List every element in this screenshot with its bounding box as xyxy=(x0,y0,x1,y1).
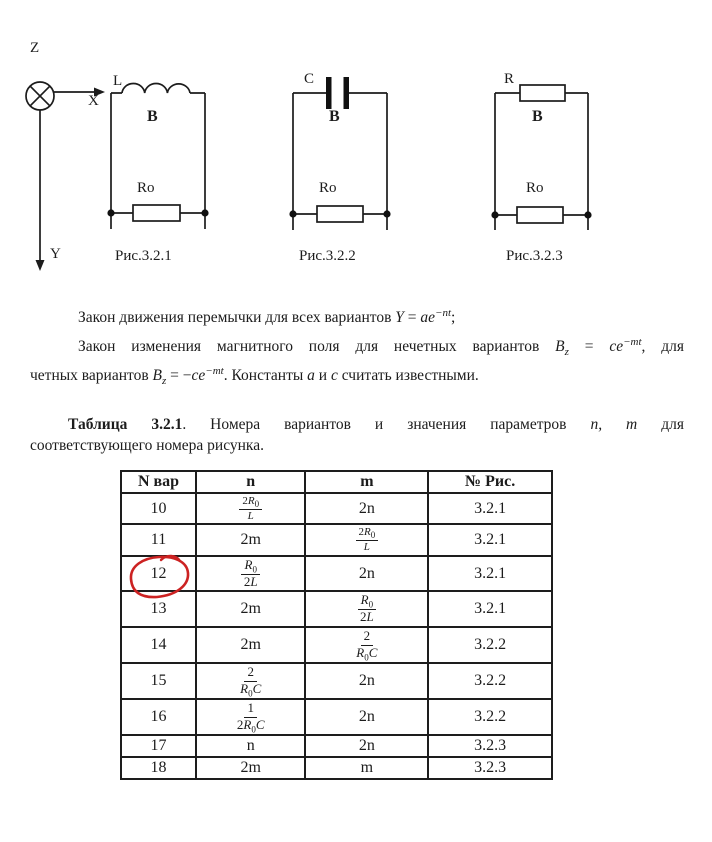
text-run: −nt xyxy=(435,306,452,319)
table-row xyxy=(121,699,552,735)
terminal-dot-left xyxy=(107,209,114,216)
load-label: Ro xyxy=(137,180,155,196)
fraction xyxy=(358,593,376,625)
y-axis-arrowhead xyxy=(36,260,45,271)
cell-param-m xyxy=(305,524,428,555)
text-run: 0 xyxy=(254,499,260,510)
variant-number: 17 xyxy=(150,736,167,754)
table-row xyxy=(121,757,552,779)
component-label: R xyxy=(504,71,515,87)
text-run: 2 xyxy=(236,717,244,732)
text-run: L xyxy=(366,609,374,625)
text-run: R xyxy=(356,645,365,661)
cell-variant-number xyxy=(121,663,196,699)
fraction xyxy=(241,558,259,590)
text-run: = xyxy=(403,309,421,326)
text-run: R xyxy=(364,526,371,539)
cell-param-m xyxy=(305,735,428,757)
param-value: n xyxy=(246,736,255,754)
text-run: n, m xyxy=(590,416,638,433)
text-run: −mt xyxy=(623,335,642,348)
param-value: 2n xyxy=(358,708,375,725)
text-run: . Константы xyxy=(223,367,308,384)
cell-figure-number xyxy=(428,663,552,699)
cell-param-m xyxy=(305,699,428,735)
param-value: 2n xyxy=(358,564,375,582)
text-run: 0 xyxy=(252,564,257,575)
figure-number: 3.2.2 xyxy=(474,672,507,690)
text-run: 2 xyxy=(360,609,367,625)
resistor-box xyxy=(520,85,565,101)
load-resistor-box xyxy=(317,206,363,222)
cell-param-n xyxy=(196,556,305,592)
cell-figure-number xyxy=(428,591,552,627)
cell-param-m xyxy=(305,757,428,779)
col-header-m: m xyxy=(305,471,428,493)
text-run: считать известными. xyxy=(337,367,479,384)
fraction-denominator xyxy=(356,646,377,661)
table-container xyxy=(120,470,553,780)
cell-param-m xyxy=(305,663,428,699)
text-run: L xyxy=(363,540,370,553)
text-run: 2 xyxy=(247,664,254,680)
text-run: B xyxy=(555,338,565,355)
text-run: 2 xyxy=(243,573,251,589)
cell-variant-number xyxy=(121,524,196,555)
cell-param-n xyxy=(196,699,305,735)
text-run: C xyxy=(252,681,262,697)
cell-param-m xyxy=(305,556,428,592)
fraction-denominator xyxy=(360,610,374,625)
fraction xyxy=(240,665,261,697)
figure-circuit-resistor xyxy=(490,60,605,275)
text-run: . Номера вариантов и значения параметров xyxy=(182,416,591,433)
figure-number: 3.2.1 xyxy=(474,530,507,548)
cell-figure-number xyxy=(428,493,552,524)
variant-number: 15 xyxy=(150,672,167,690)
text-run: L xyxy=(250,573,258,589)
text-run: z xyxy=(564,346,569,359)
variants-table xyxy=(120,470,553,780)
cell-param-n xyxy=(196,627,305,663)
y-axis-label: Y xyxy=(50,246,61,262)
text-run: 2 xyxy=(363,628,371,644)
text-run: B xyxy=(152,367,162,384)
cell-variant-number xyxy=(121,493,196,524)
figure-caption: Рис.3.2.1 xyxy=(115,248,172,264)
cell-variant-number xyxy=(121,591,196,627)
variant-number: 14 xyxy=(150,636,167,654)
text-run: C xyxy=(368,645,378,661)
param-value: 2n xyxy=(358,499,375,517)
col-header-figure: № Рис. xyxy=(428,471,552,493)
component-label: C xyxy=(304,71,315,87)
figure-caption: Рис.3.2.2 xyxy=(299,248,356,264)
fraction xyxy=(356,526,379,553)
text-run: a xyxy=(307,367,315,384)
terminal-dot-right xyxy=(201,209,208,216)
cell-param-m xyxy=(305,627,428,663)
figure-circuit-capacitor xyxy=(285,60,400,275)
circuit-drawing xyxy=(490,60,605,275)
fraction-denominator xyxy=(237,718,265,733)
fraction-denominator xyxy=(240,682,261,697)
fraction-denominator xyxy=(248,510,254,523)
cell-figure-number xyxy=(428,699,552,735)
text-run: = − xyxy=(166,367,192,384)
figure-number: 3.2.2 xyxy=(474,708,507,725)
text-run: ae xyxy=(420,309,436,326)
fraction-numerator xyxy=(244,701,257,718)
fraction-numerator xyxy=(358,593,376,610)
fraction-denominator xyxy=(364,541,370,554)
text-run: 0 xyxy=(368,600,374,611)
circuit-drawing xyxy=(285,60,400,275)
table-body xyxy=(121,493,552,779)
figure-number: 3.2.1 xyxy=(474,499,507,517)
figure-number: 3.2.3 xyxy=(474,758,507,776)
cell-param-n xyxy=(196,757,305,779)
text-run: L xyxy=(247,509,254,522)
cell-param-n xyxy=(196,663,305,699)
text-run: Закон движения перемычки для всех вариантов xyxy=(78,309,396,326)
cell-figure-number xyxy=(428,556,552,592)
inductor-coil xyxy=(122,83,190,93)
param-value: 2m xyxy=(240,758,261,776)
fraction xyxy=(237,701,265,733)
cell-variant-number xyxy=(121,735,196,757)
cell-param-m xyxy=(305,493,428,524)
terminal-dot-right xyxy=(584,211,591,218)
figure-number: 3.2.1 xyxy=(474,564,507,582)
z-cross-icon xyxy=(30,86,50,106)
load-label: Ro xyxy=(319,180,337,196)
col-header-n: n xyxy=(196,471,305,493)
cell-param-n xyxy=(196,735,305,757)
cell-figure-number xyxy=(428,627,552,663)
circuit-drawing xyxy=(105,60,225,275)
x-axis-label: X xyxy=(88,93,99,109)
figure-number: 3.2.1 xyxy=(474,600,507,618)
text-run: 0 xyxy=(251,724,256,735)
text-run: R xyxy=(240,681,249,697)
text-run: 0 xyxy=(364,652,369,663)
fraction-numerator xyxy=(244,665,257,682)
fraction-numerator xyxy=(356,526,379,541)
table-row xyxy=(121,735,552,757)
text-run: R xyxy=(360,592,369,608)
fraction-numerator xyxy=(241,558,259,575)
body-text xyxy=(30,303,684,390)
text-run: ce xyxy=(609,338,624,355)
cell-figure-number xyxy=(428,757,552,779)
text-run: c xyxy=(330,367,338,384)
cell-param-n xyxy=(196,493,305,524)
param-value: 2m xyxy=(240,600,261,618)
fraction xyxy=(239,495,262,522)
table-row xyxy=(121,524,552,555)
cell-figure-number xyxy=(428,735,552,757)
cell-param-m xyxy=(305,591,428,627)
terminal-dot-right xyxy=(383,210,390,217)
text-run: и xyxy=(314,367,331,384)
fraction xyxy=(356,629,377,661)
table-header-row xyxy=(121,471,552,493)
text-run: Таблица 3.2.1 xyxy=(68,416,183,433)
fraction-numerator xyxy=(361,629,374,646)
cell-figure-number xyxy=(428,524,552,555)
load-resistor-box xyxy=(517,207,563,223)
cell-variant-number xyxy=(121,556,196,592)
param-value: m xyxy=(360,758,374,776)
figure-caption: Рис.3.2.3 xyxy=(506,248,563,264)
table-caption xyxy=(30,414,684,456)
field-label: B xyxy=(329,108,340,125)
variant-number: 13 xyxy=(150,600,167,618)
text-run: C xyxy=(255,717,265,732)
param-value: 2n xyxy=(358,672,375,690)
text-run: Закон изменения магнитного поля для нечетных вариантов xyxy=(78,338,556,355)
text-run: R xyxy=(243,717,252,732)
field-label: B xyxy=(532,108,543,125)
cell-param-n xyxy=(196,591,305,627)
text-run: R xyxy=(247,495,255,507)
paragraph-law-of-motion xyxy=(30,303,684,332)
figure-number: 3.2.3 xyxy=(474,736,507,754)
field-label: B xyxy=(147,108,158,125)
text-run: , для xyxy=(641,338,684,355)
text-run: 2 xyxy=(358,526,364,539)
table-row xyxy=(121,627,552,663)
figure-circuit-inductor xyxy=(105,60,225,275)
load-label: Ro xyxy=(526,180,544,196)
text-run: соответствующего номера рисунка. xyxy=(30,437,264,454)
table-row xyxy=(121,591,552,627)
variant-number: 16 xyxy=(150,708,167,725)
component-label: L xyxy=(113,73,123,89)
table-caption-line1 xyxy=(30,414,684,435)
col-header-variant: N вар xyxy=(121,471,196,493)
capacitor-plate-left xyxy=(326,77,332,109)
cell-variant-number xyxy=(121,757,196,779)
param-value: 2n xyxy=(358,736,375,754)
cell-variant-number xyxy=(121,627,196,663)
cell-variant-number xyxy=(121,699,196,735)
text-run: ; xyxy=(451,309,456,326)
text-run: 0 xyxy=(248,688,253,699)
z-axis-label: Z xyxy=(30,40,40,56)
fraction-denominator xyxy=(244,575,258,590)
text-run: Y xyxy=(395,309,404,326)
text-run: −mt xyxy=(205,364,224,377)
param-value: 2m xyxy=(240,636,261,654)
table-row xyxy=(121,493,552,524)
table-caption-line2 xyxy=(30,435,684,456)
text-run: для xyxy=(637,416,684,433)
table-row xyxy=(121,556,552,592)
terminal-dot-left xyxy=(491,211,498,218)
load-resistor-box xyxy=(133,205,180,221)
text-run: ce xyxy=(191,367,206,384)
cell-param-n xyxy=(196,524,305,555)
text-run: 1 xyxy=(247,700,254,716)
text-run: 0 xyxy=(370,530,376,541)
table-row xyxy=(121,663,552,699)
variant-number: 12 xyxy=(150,564,167,582)
text-run: z xyxy=(161,375,167,388)
variant-number: 11 xyxy=(150,530,167,548)
text-run: четных вариантов xyxy=(30,367,153,384)
variant-number: 18 xyxy=(150,758,167,776)
text-run: = xyxy=(568,338,610,355)
figure-number: 3.2.2 xyxy=(474,636,507,654)
text-run: R xyxy=(244,556,253,572)
terminal-dot-left xyxy=(289,210,296,217)
fraction-numerator xyxy=(239,495,262,510)
paragraph-field-law-line1 xyxy=(30,332,684,361)
text-run: 2 xyxy=(242,495,248,507)
capacitor-plate-right xyxy=(344,77,350,109)
paragraph-field-law-line2 xyxy=(30,361,684,390)
variant-number: 10 xyxy=(150,499,167,517)
param-value: 2m xyxy=(240,530,261,548)
